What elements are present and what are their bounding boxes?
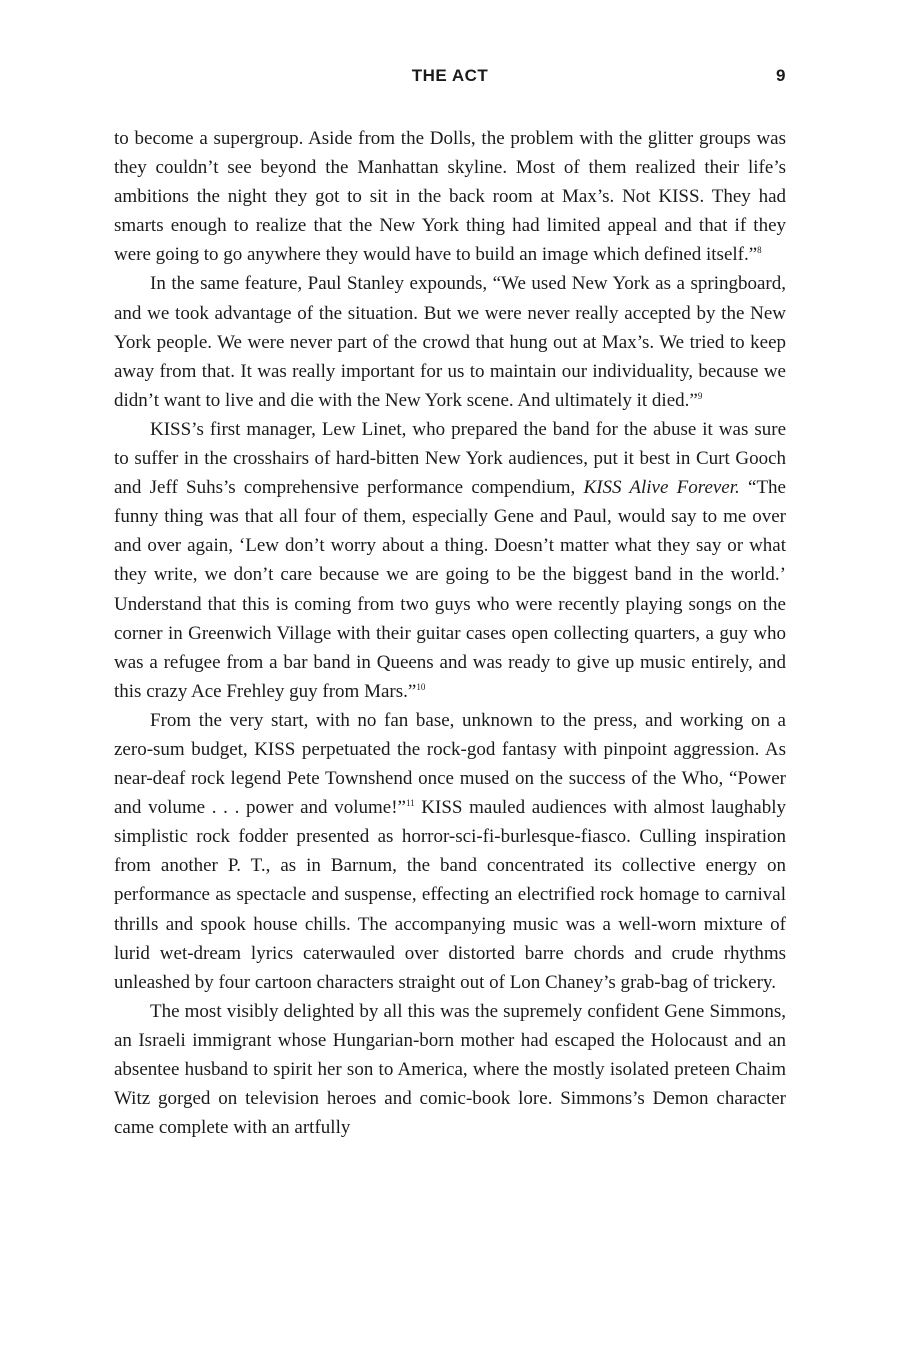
book-title: KISS Alive Forever. — [583, 477, 740, 499]
endnote-ref-10: 10 — [416, 681, 426, 692]
paragraph-3 — [114, 415, 786, 706]
paragraph-4 — [114, 706, 786, 997]
body-text — [114, 124, 786, 1142]
paragraph-1 — [114, 124, 786, 269]
paragraph-text: KISS’s first manager, Lew Linet, who prepared the band for the abuse it was sure to suffer in the crosshairs of hard-bitten New York audiences, put it best in Curt Gooch and Jeff Suhs’s comprehensive performance compendium, — [114, 418, 786, 499]
paragraph-text: to become a supergroup. Aside from the Dolls, the problem with the glitter groups was they couldn’t see beyond the Manhattan skyline. Most of them realized their life’s ambitions the night they got to sit in the back room at Max’s. Not KISS. They had smarts enough to realize that the New York thing had limited appeal and that if they were going to go anywhere they would have to build an image which defined itself.” — [114, 128, 786, 266]
paragraph-5 — [114, 997, 786, 1142]
page-number: 9 — [776, 66, 786, 85]
running-title: THE ACT — [411, 66, 489, 85]
paragraph-text: “The funny thing was that all four of them, especially Gene and Paul, would say to me over and over again, ‘Lew don’t worry about a thing. Doesn’t matter what they say or what they write, we don’t care because we are going to be the biggest band in the world.’ Understand that this is coming from two guys who were recently playing songs on the corner in Greenwich Village with their guitar cases open collecting quarters, a guy who was a refugee from a bar band in Queens and was ready to give up music entirely, and this crazy Ace Frehley guy from Mars.” — [114, 477, 786, 702]
paragraph-text: The most visibly delighted by all this was the supremely confident Gene Simmons, an Israeli immigrant whose Hungarian-born mother had escaped the Holocaust and an absentee husband to spirit her son to America, where the mostly isolated preteen Chaim Witz gorged on television heroes and comic-book lore. Simmons’s Demon character came complete with an artfully — [114, 1000, 786, 1139]
paragraph-2 — [114, 269, 786, 414]
endnote-ref-11: 11 — [405, 798, 415, 809]
endnote-ref-9: 9 — [697, 390, 703, 401]
endnote-ref-8: 8 — [757, 245, 762, 256]
paragraph-text: In the same feature, Paul Stanley expounds, “We used New York as a springboard, and we took advantage of the situation. But we were never really accepted by the New York people. We were never part of the crowd that hung out at Max’s. We tried to keep away from that. It was really important for us to maintain our individuality, because we didn’t want to live and die with the New York scene. And ultimately it died.” — [114, 273, 786, 411]
paragraph-text: KISS mauled audiences with almost laughably simplistic rock fodder presented as horror-sci-fi-burlesque-fiasco. Culling inspiration from another P. T., as in Barnum, the band concentrated its collective energy on performance as spectacle and suspense, effecting an electrified rock homage to carnival thrills and spook house chills. The accompanying music was a well-worn mixture of lurid wet-dream lyrics caterwauled over distorted barre chords and crude rhythms unleashed by four cartoon characters straight out of Lon Chaney’s grab-bag of trickery. — [114, 797, 786, 993]
paragraph-text: From the very start, with no fan base, unknown to the press, and working on a zero-sum budget, KISS perpetuated the rock-god fantasy with pinpoint aggression. As near-deaf rock legend Pete Townshend once mused on the success of the Who, “Power and volume . . . power and volume!” — [114, 709, 786, 819]
running-head — [114, 66, 786, 92]
